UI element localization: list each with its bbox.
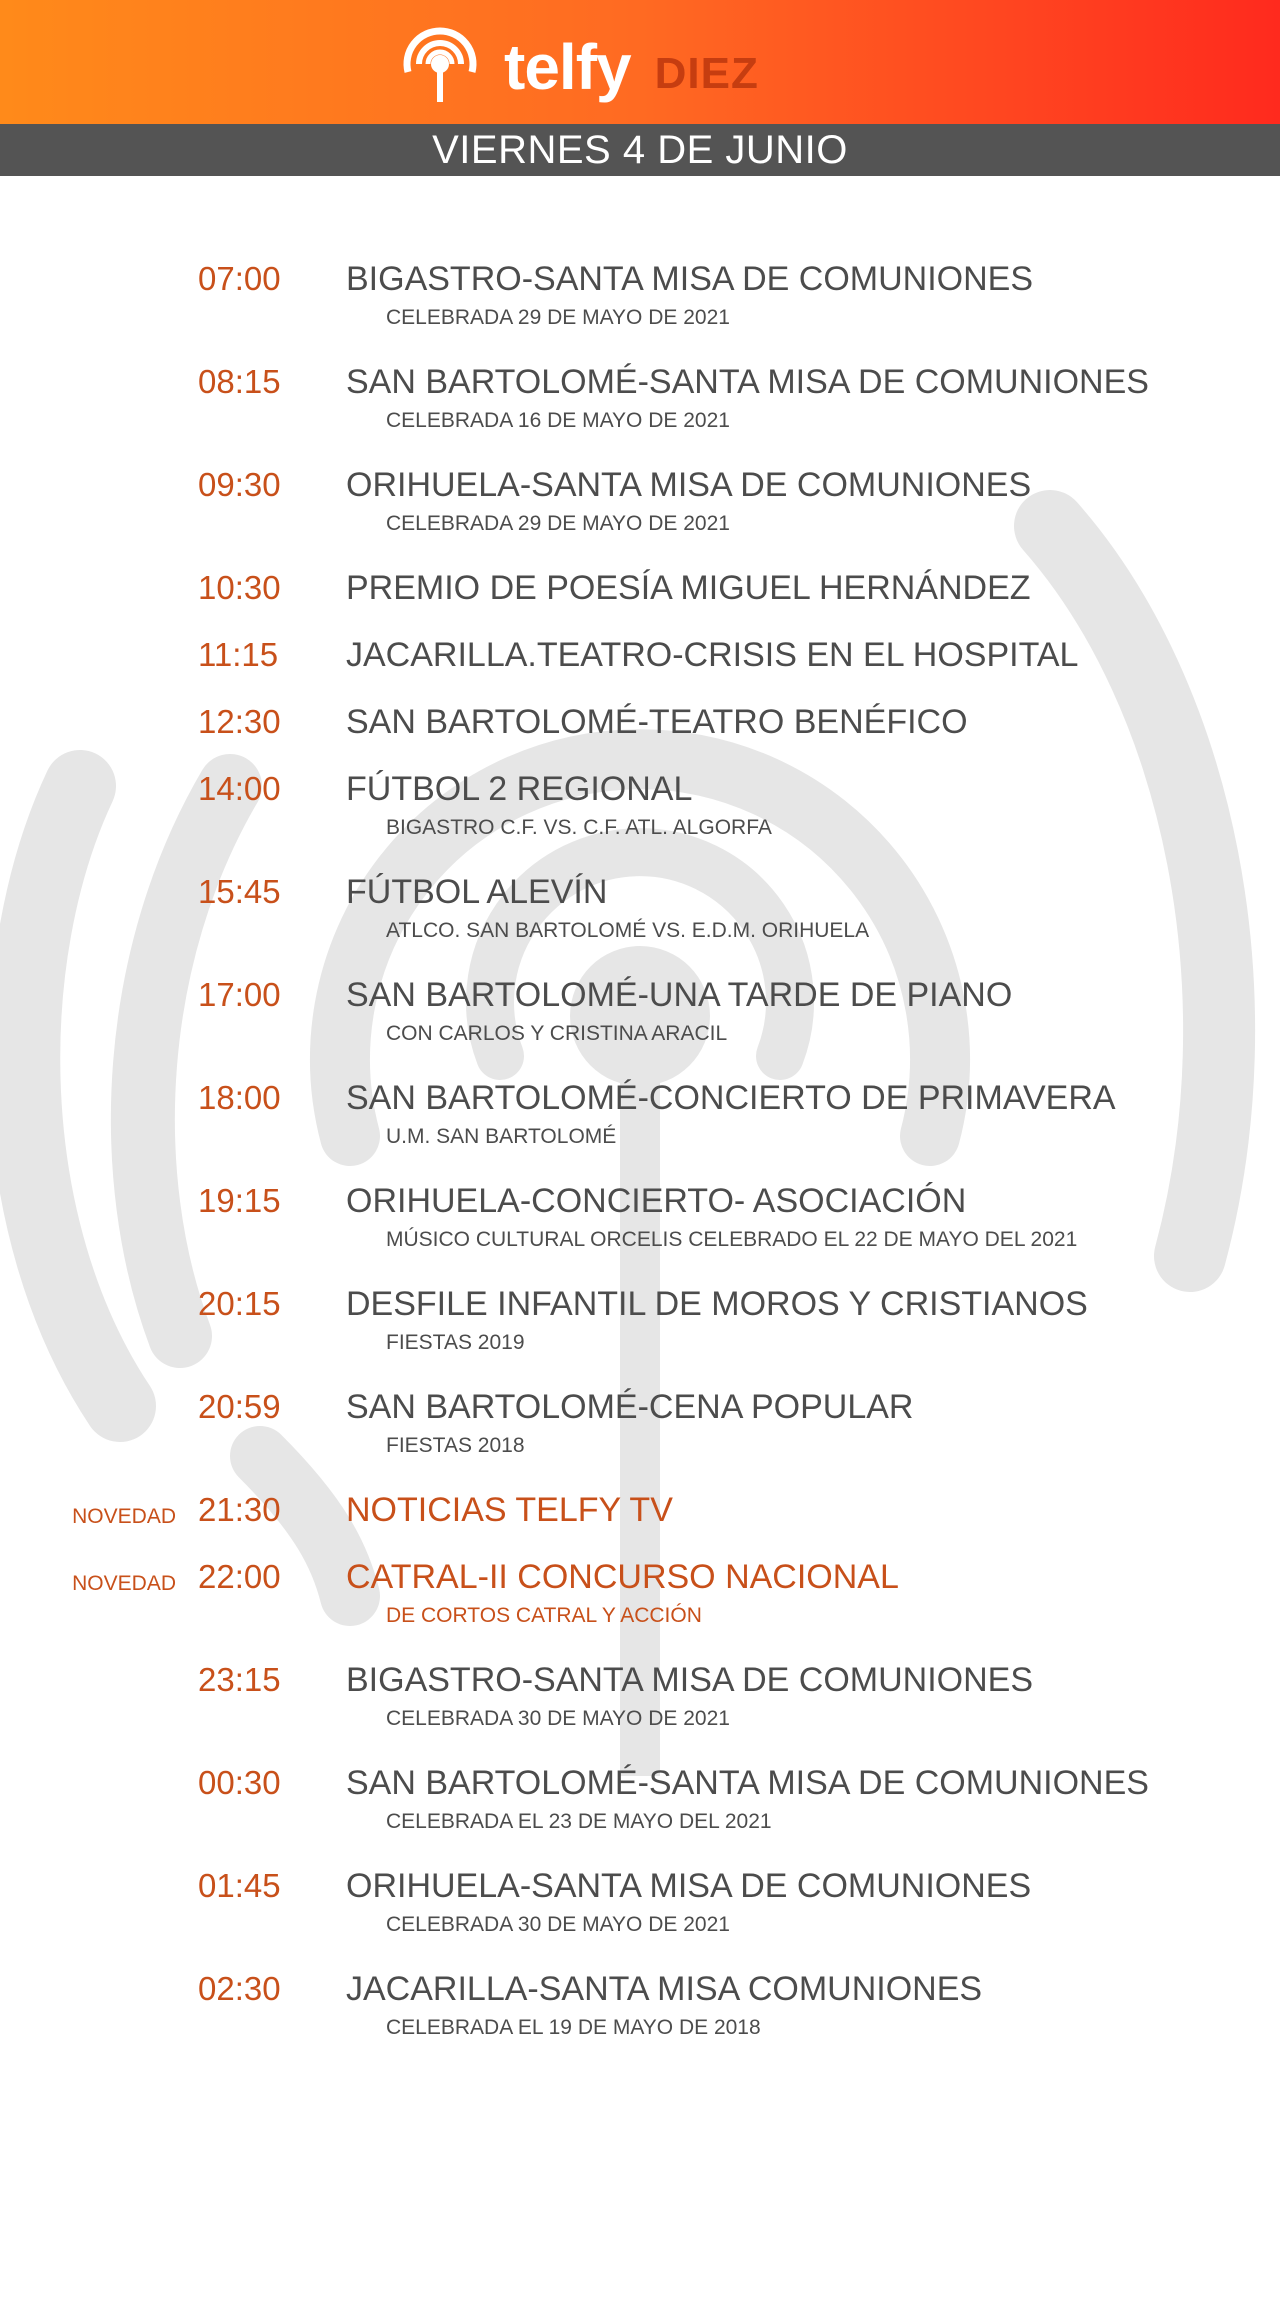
- schedule-entry: [0, 636, 1280, 682]
- header-banner: [0, 0, 1280, 124]
- entry-subtitle: CELEBRADA 30 DE MAYO DE 2021: [386, 1913, 730, 1936]
- schedule-entry: [0, 1558, 1280, 1638]
- schedule-entry: [0, 1388, 1280, 1468]
- entry-time: 22:00: [198, 1558, 281, 1595]
- entry-title: NOTICIAS TELFY TV: [346, 1491, 673, 1529]
- date-label: VIERNES 4 DE JUNIO: [0, 124, 1280, 176]
- entry-title: DESFILE INFANTIL DE MOROS Y CRISTIANOS: [346, 1285, 1088, 1323]
- entry-time: 15:45: [198, 873, 281, 910]
- entry-subtitle: CON CARLOS Y CRISTINA ARACIL: [386, 1022, 728, 1045]
- entry-title: PREMIO DE POESÍA MIGUEL HERNÁNDEZ: [346, 569, 1031, 607]
- entry-time: 17:00: [198, 976, 281, 1013]
- entry-title: ORIHUELA-SANTA MISA DE COMUNIONES: [346, 466, 1032, 504]
- schedule-entry: [0, 363, 1280, 443]
- entry-time: 14:00: [198, 770, 281, 807]
- schedule-entry: [0, 1182, 1280, 1262]
- schedule-entry: [0, 569, 1280, 615]
- entry-time: 19:15: [198, 1182, 281, 1219]
- entry-time: 21:30: [198, 1491, 281, 1528]
- schedule-entry: [0, 466, 1280, 546]
- entry-time: 23:15: [198, 1661, 281, 1698]
- entry-title: SAN BARTOLOMÉ-CENA POPULAR: [346, 1388, 914, 1426]
- entry-time: 11:15: [198, 636, 279, 673]
- entry-title: SAN BARTOLOMÉ-CONCIERTO DE PRIMAVERA: [346, 1079, 1116, 1117]
- entry-time: 08:15: [198, 363, 281, 400]
- entry-time: 02:30: [198, 1970, 281, 2007]
- entry-subtitle: CELEBRADA 16 DE MAYO DE 2021: [386, 409, 730, 432]
- entry-subtitle: CELEBRADA 29 DE MAYO DE 2021: [386, 306, 730, 329]
- novedad-badge: NOVEDAD: [72, 1572, 176, 1595]
- schedule-entry: [0, 260, 1280, 340]
- schedule-entry: [0, 1661, 1280, 1741]
- entry-title: SAN BARTOLOMÉ-SANTA MISA DE COMUNIONES: [346, 1764, 1149, 1802]
- schedule-entry: [0, 976, 1280, 1056]
- entry-subtitle: MÚSICO CULTURAL ORCELIS CELEBRADO EL 22 DE MAYO DEL 2021: [386, 1228, 1078, 1251]
- entry-title: ORIHUELA-CONCIERTO- ASOCIACIÓN: [346, 1182, 967, 1220]
- entry-title: SAN BARTOLOMÉ-TEATRO BENÉFICO: [346, 703, 968, 741]
- entry-subtitle: BIGASTRO C.F. VS. C.F. ATL. ALGORFA: [386, 816, 772, 839]
- brand-logo: [392, 24, 759, 110]
- entry-title: SAN BARTOLOMÉ-UNA TARDE DE PIANO: [346, 976, 1013, 1014]
- entry-title: ORIHUELA-SANTA MISA DE COMUNIONES: [346, 1867, 1032, 1905]
- entry-time: 00:30: [198, 1764, 281, 1801]
- schedule-entry: [0, 1491, 1280, 1537]
- entry-time: 12:30: [198, 703, 281, 740]
- entry-subtitle: CELEBRADA EL 19 DE MAYO DE 2018: [386, 2016, 761, 2039]
- entry-subtitle: DE CORTOS CATRAL Y ACCIÓN: [386, 1604, 702, 1627]
- schedule-entry: [0, 703, 1280, 749]
- brand-name: telfy: [504, 31, 631, 103]
- schedule-entry: [0, 1764, 1280, 1844]
- entry-title: CATRAL-II CONCURSO NACIONAL: [346, 1558, 899, 1596]
- channel-name: DIEZ: [654, 49, 759, 98]
- entry-time: 20:15: [198, 1285, 281, 1322]
- novedad-badge: NOVEDAD: [72, 1505, 176, 1528]
- entry-time: 20:59: [198, 1388, 281, 1425]
- schedule-entry: [0, 1970, 1280, 2050]
- schedule-entry: [0, 873, 1280, 953]
- schedule-entry: [0, 1079, 1280, 1159]
- entry-title: JACARILLA-SANTA MISA COMUNIONES: [346, 1970, 983, 2008]
- entry-subtitle: U.M. SAN BARTOLOMÉ: [386, 1125, 617, 1148]
- broadcast-signal-icon: [392, 24, 488, 110]
- entry-subtitle: CELEBRADA 29 DE MAYO DE 2021: [386, 512, 730, 535]
- entry-subtitle: FIESTAS 2019: [386, 1331, 525, 1354]
- entry-subtitle: ATLCO. SAN BARTOLOMÉ VS. E.D.M. ORIHUELA: [386, 919, 870, 942]
- entry-title: SAN BARTOLOMÉ-SANTA MISA DE COMUNIONES: [346, 363, 1149, 401]
- entry-time: 18:00: [198, 1079, 281, 1116]
- entry-title: JACARILLA.TEATRO-CRISIS EN EL HOSPITAL: [346, 636, 1079, 674]
- entry-time: 01:45: [198, 1867, 281, 1904]
- entry-subtitle: FIESTAS 2018: [386, 1434, 525, 1457]
- entry-subtitle: CELEBRADA 30 DE MAYO DE 2021: [386, 1707, 730, 1730]
- schedule-entry: [0, 770, 1280, 850]
- entry-title: FÚTBOL ALEVÍN: [346, 873, 608, 911]
- entry-title: BIGASTRO-SANTA MISA DE COMUNIONES: [346, 1661, 1034, 1699]
- entry-title: FÚTBOL 2 REGIONAL: [346, 770, 693, 808]
- entry-subtitle: CELEBRADA EL 23 DE MAYO DEL 2021: [386, 1810, 772, 1833]
- entry-title: BIGASTRO-SANTA MISA DE COMUNIONES: [346, 260, 1034, 298]
- entry-time: 10:30: [198, 569, 281, 606]
- schedule-entry: [0, 1867, 1280, 1947]
- schedule-entry: [0, 1285, 1280, 1365]
- entry-time: 09:30: [198, 466, 281, 503]
- entry-time: 07:00: [198, 260, 281, 297]
